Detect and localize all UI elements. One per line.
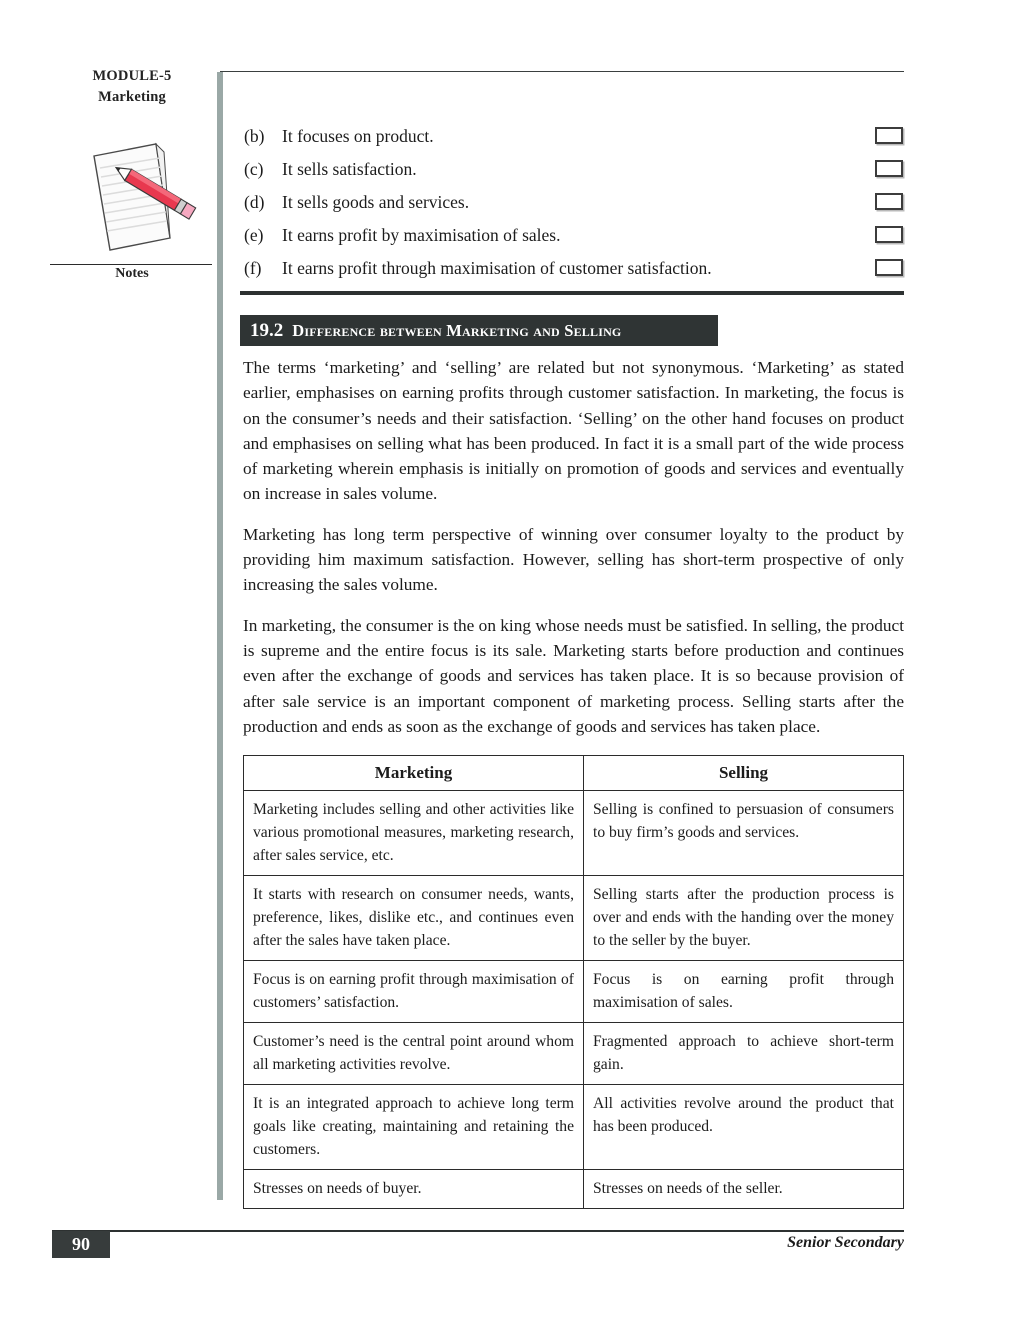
table-row <box>244 876 904 961</box>
notes-paper-pencil-icon <box>52 116 212 266</box>
option-text: It sells satisfaction. <box>282 159 417 179</box>
section-title: Difference between Marketing and Selling <box>292 320 622 340</box>
section-number: 19.2 <box>250 319 284 341</box>
cell-marketing: It is an integrated approach to achieve long term goals like creating, maintaining and retaining the customers. <box>244 1085 584 1170</box>
list-bottom-rule <box>240 291 904 295</box>
option-checkbox-d[interactable] <box>875 193 903 210</box>
table-row <box>244 1085 904 1170</box>
option-marker: (b) <box>244 126 265 146</box>
option-list <box>244 120 904 285</box>
footer-rule <box>52 1230 904 1232</box>
cell-selling: All activities revolve around the product that has been produced. <box>584 1085 904 1170</box>
table-row <box>244 1023 904 1085</box>
cell-marketing: Stresses on needs of buyer. <box>244 1170 584 1209</box>
content-vertical-rule <box>217 72 223 1200</box>
paragraph: In marketing, the consumer is the on king whose needs must be satisfied. In selling, the product is supreme and the entire focus is its sale. Marketing starts before production and continues even after the exchange of goods and services has taken place. It is so because provision of after sale service is an important component of marketing process. Selling starts after the production and ends as soon as the exchange of goods and services has taken place. <box>243 615 904 736</box>
option-checkbox-f[interactable] <box>875 259 903 276</box>
table-row <box>244 961 904 1023</box>
option-marker: (d) <box>244 192 265 212</box>
cell-selling: Focus is on earning profit through maximisation of sales. <box>584 961 904 1023</box>
marketing-selling-comparison-table <box>243 755 904 1209</box>
cell-marketing: Marketing includes selling and other activities like various promotional measures, marketing research, after sales service, etc. <box>244 791 584 876</box>
option-text: It focuses on product. <box>282 126 434 146</box>
cell-marketing: Customer’s need is the central point around whom all marketing activities revolve. <box>244 1023 584 1085</box>
column-header-selling: Selling <box>584 756 904 791</box>
option-row-e <box>244 219 904 252</box>
option-row-d <box>244 186 904 219</box>
option-row-c <box>244 153 904 186</box>
table-row <box>244 791 904 876</box>
cell-marketing: It starts with research on consumer needs, wants, preference, likes, dislike etc., and continues even after the sales have taken place. <box>244 876 584 961</box>
module-block <box>52 66 212 282</box>
option-marker: (c) <box>244 159 264 179</box>
option-checkbox-b[interactable] <box>875 127 903 144</box>
table-header-row <box>244 756 904 791</box>
body-text <box>243 355 904 754</box>
cell-selling: Stresses on needs of the seller. <box>584 1170 904 1209</box>
paragraph: The terms ‘marketing’ and ‘selling’ are related but not synonymous. ‘Marketing’ as stated earlier, emphasises on earning profits through customer satisfaction. In marketing, the focus is on the consumer’s needs and their satisfaction. ‘Selling’ on the other hand focuses on product and emphasises on selling what has been produced. In fact it is a small part of the wide process of marketing wherein emphasis is initially on promotion of goods and services and eventually on increase in sales volume. <box>243 358 904 504</box>
section-heading-bar <box>240 315 718 346</box>
paragraph: Marketing has long term perspective of winning over consumer loyalty to the product by providing him maximum satisfaction. However, selling has short-term prospective of only increasing the sales volume. <box>243 524 904 595</box>
cell-selling: Fragmented approach to achieve short-term gain. <box>584 1023 904 1085</box>
cell-selling: Selling is confined to persuasion of consumers to buy firm’s goods and services. <box>584 791 904 876</box>
option-marker: (f) <box>244 258 262 278</box>
module-title: MODULE-5 <box>92 68 172 84</box>
cell-marketing: Focus is on earning profit through maximisation of customers’ satisfaction. <box>244 961 584 1023</box>
option-checkbox-c[interactable] <box>875 160 903 177</box>
option-checkbox-e[interactable] <box>875 226 903 243</box>
page-number: 90 <box>52 1231 110 1258</box>
option-row-b <box>244 120 904 153</box>
table-row <box>244 1170 904 1209</box>
cell-selling: Selling starts after the production process is over and ends with the handing over the money to the seller by the buyer. <box>584 876 904 961</box>
notes-icon-wrapper <box>52 116 212 282</box>
footer-label: Senior Secondary <box>787 1234 904 1251</box>
notes-divider <box>50 264 212 265</box>
option-text: It earns profit by maximisation of sales. <box>282 225 561 245</box>
option-text: It sells goods and services. <box>282 192 470 212</box>
content-top-rule <box>220 71 904 72</box>
option-row-f <box>244 252 904 285</box>
module-subtitle: Marketing <box>98 89 166 106</box>
column-header-marketing: Marketing <box>244 756 584 791</box>
option-marker: (e) <box>244 225 264 245</box>
notes-label: Notes <box>115 266 149 282</box>
option-text: It earns profit through maximisation of customer satisfaction. <box>282 258 712 278</box>
